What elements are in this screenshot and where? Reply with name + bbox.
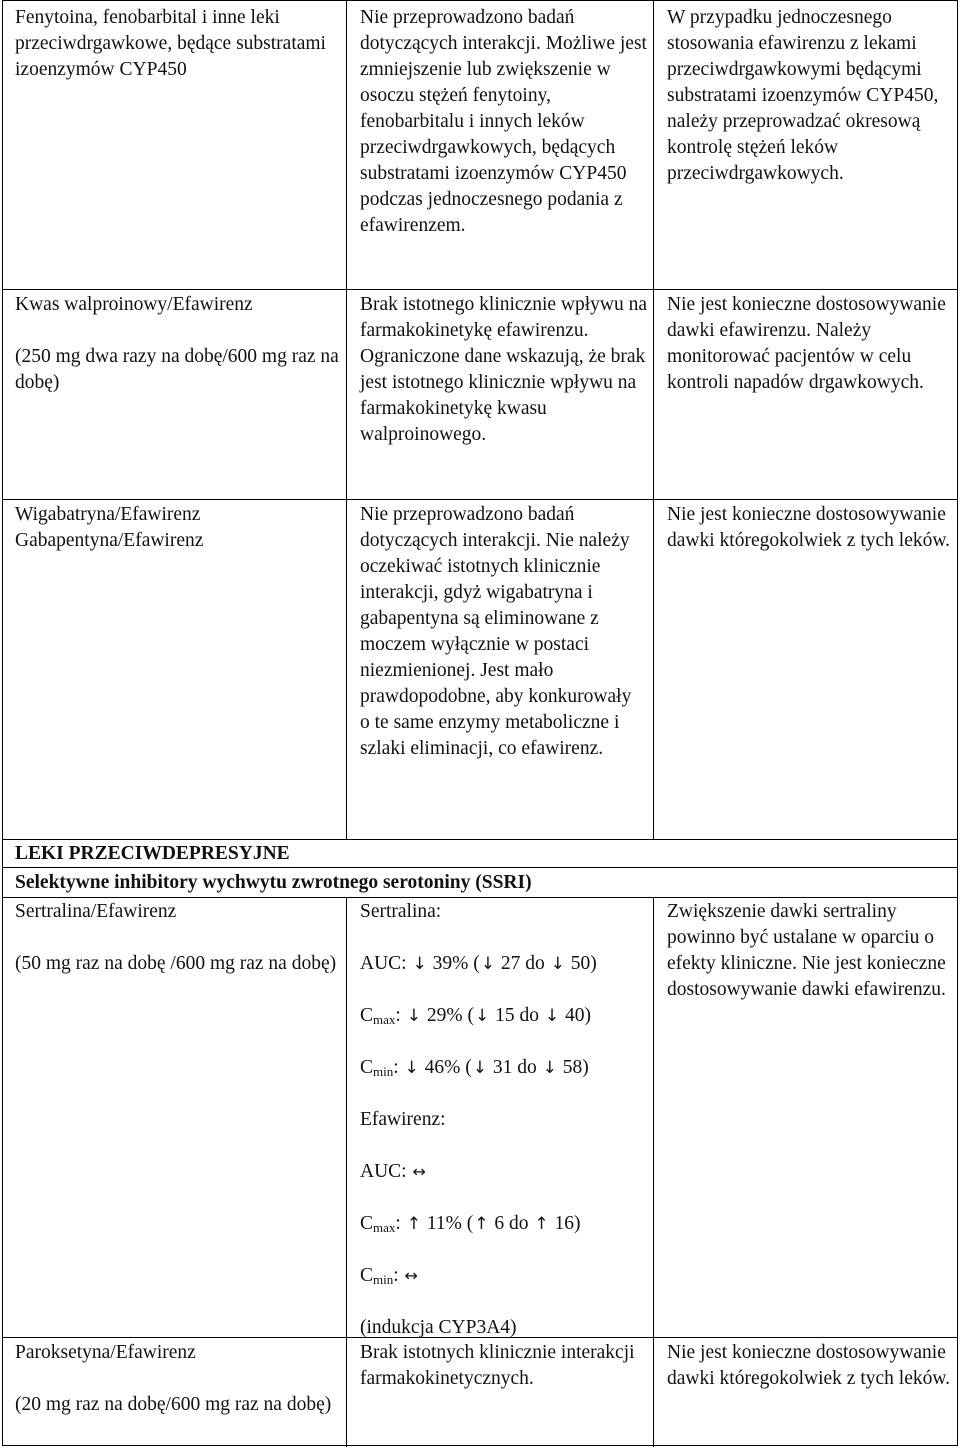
row3-effect: Nie przeprowadzono badań dotyczących interakcji. Nie należy oczekiwać istotnych klinicznie interakcji, gdyż wigabatryna i gabapentyna są eliminowane z moczem wyłącznie w postaci niezmienionej. Jest mało prawdopodobne, aby konkurowały o te same enzymy metaboliczne i szlaki eliminacji, co efawirenz.	[360, 504, 632, 759]
row1-recommendation: W przypadku jednoczesnego stosowania efawirenzu z lekami przeciwdrgawkowymi będącymi substratami izoenzymów CYP450, należy przeprowadzać okresową kontrolę stężeń leków przeciwdrgawkowych.	[667, 7, 939, 184]
efavirenz-cmin	[360, 1263, 650, 1289]
row2-recommendation-cell	[667, 292, 952, 396]
row3-effect-cell	[360, 502, 645, 762]
arrow-down-icon: ↓	[404, 1058, 419, 1078]
sertraline-effect-cell	[360, 899, 650, 1341]
cmin-low: 31 do	[492, 1057, 537, 1078]
sertraline-dose: (50 mg raz na dobę /600 mg raz na dobę)	[15, 953, 337, 974]
arrow-down-icon: ↓	[412, 954, 427, 974]
row-divider-2	[3, 499, 957, 500]
auc-label: AUC:	[360, 953, 407, 974]
column-divider-2	[653, 1, 654, 839]
arrow-down-icon: ↓	[550, 954, 565, 974]
arrow-both-icon: ↔	[404, 1266, 418, 1285]
sertraline-recommendation: Zwiększenie dawki sertraliny powinno być ustalane w oparciu o efekty kliniczne. Nie jest konieczne dostosowywanie dawki efawirenzu.	[667, 901, 946, 1000]
cmax-high: 40)	[564, 1005, 591, 1026]
row2-effect-1: Brak istotnego klinicznie wpływu na farmakokinetykę efawirenzu.	[360, 294, 648, 341]
arrow-both-icon: ↔	[412, 1162, 426, 1181]
cmin-value: 46% (	[424, 1057, 472, 1078]
sertraline-drug-cell	[15, 899, 345, 977]
row2-effect-2: Ograniczone dane wskazują, że brak jest istotnego klinicznie wpływu na farmakokinetykę kwasu walproinowego.	[360, 346, 646, 445]
cmin-high: 58)	[562, 1057, 589, 1078]
column-divider-1b	[346, 897, 347, 1447]
sertraline-cmax	[360, 1003, 650, 1029]
arrow-up-icon: ↑	[406, 1214, 421, 1234]
paroxetine-effect-cell	[360, 1340, 650, 1392]
paroxetine-drug-cell	[15, 1340, 345, 1418]
subsection-heading: Selektywne inhibitory wychwytu zwrotnego serotoniny (SSRI)	[15, 872, 532, 893]
row3-drug-cell	[15, 502, 345, 554]
ef-auc-label: AUC:	[360, 1161, 407, 1182]
row2-dose: (250 mg dwa razy na dobę/600 mg raz na dobę)	[15, 346, 339, 393]
ef-cmax-value: 11% (	[426, 1213, 474, 1234]
arrow-down-icon: ↓	[542, 1058, 557, 1078]
paroxetine-recommendation: Nie jest konieczne dostosowywanie dawki któregokolwiek z tych leków.	[667, 1342, 951, 1389]
cmax-label: $C_{max}$:	[360, 1005, 401, 1027]
sertraline-header: Sertralina:	[360, 901, 442, 922]
column-divider-1	[346, 1, 347, 839]
row3-drug-2: Gabapentyna/Efawirenz	[15, 530, 204, 551]
induction-note: (indukcja CYP3A4)	[360, 1317, 517, 1338]
arrow-down-icon: ↓	[544, 1006, 560, 1026]
row1-effect-cell	[360, 5, 650, 239]
arrow-down-icon: ↓	[406, 1006, 421, 1026]
sertraline-drug: Sertralina/Efawirenz	[15, 901, 177, 922]
efavirenz-auc	[360, 1159, 650, 1185]
row3-recommendation: Nie jest konieczne dostosowywanie dawki któregokolwiek z tych leków.	[667, 504, 951, 551]
paroxetine-recommendation-cell	[667, 1340, 952, 1392]
row2-drug-cell	[15, 292, 345, 396]
row-divider-3	[3, 839, 957, 840]
row1-effect: Nie przeprowadzono badań dotyczących interakcji. Możliwe jest zmniejszenie lub zwiększenie w osoczu stężeń fenytoiny, fenobarbitalu i innych leków przeciwdrgawkowych, będących substratami izoenzymów CYP450 podczas jednoczesnego podania z efawirenzem.	[360, 7, 647, 236]
arrow-up-icon: ↑	[474, 1214, 489, 1234]
paroxetine-dose: (20 mg raz na dobę/600 mg raz na dobę)	[15, 1394, 332, 1415]
row3-recommendation-cell	[667, 502, 952, 554]
ef-cmax-high: 16)	[554, 1213, 581, 1234]
row-divider-4	[3, 867, 957, 868]
row-divider-1	[3, 289, 957, 290]
row2-drug: Kwas walproinowy/Efawirenz	[15, 294, 253, 315]
section-heading: LEKI PRZECIWDEPRESYJNE	[15, 843, 290, 864]
sertraline-auc	[360, 951, 650, 977]
ef-cmax-label: $C_{max}$:	[360, 1213, 401, 1235]
arrow-down-icon: ↓	[474, 1006, 490, 1026]
row1-drug: Fenytoina, fenobarbital i inne leki przeciwdrgawkowe, będące substratami izoenzymów CYP450	[15, 7, 326, 80]
cmax-low: 15 do	[495, 1005, 539, 1026]
arrow-down-icon: ↓	[480, 954, 495, 974]
row3-drug-1: Wigabatryna/Efawirenz	[15, 504, 201, 525]
auc-low: 27 do	[500, 953, 545, 974]
column-divider-2b	[653, 897, 654, 1447]
efavirenz-header: Efawirenz:	[360, 1109, 446, 1130]
cmax-value: 29% (	[426, 1005, 474, 1026]
sertraline-recommendation-cell	[667, 899, 952, 1003]
arrow-down-icon: ↓	[472, 1058, 488, 1078]
row-divider-5	[3, 897, 957, 898]
ef-cmax-low: 6 do	[494, 1213, 529, 1234]
arrow-up-icon: ↑	[534, 1214, 549, 1234]
cmin-label: $C_{min}$:	[360, 1057, 399, 1079]
row1-drug-cell	[15, 5, 345, 83]
auc-high: 50)	[570, 953, 597, 974]
efavirenz-cmax	[360, 1211, 650, 1237]
sertraline-cmin	[360, 1055, 650, 1081]
row1-recommendation-cell	[667, 5, 952, 187]
paroxetine-drug: Paroksetyna/Efawirenz	[15, 1342, 196, 1363]
row2-recommendation: Nie jest konieczne dostosowywanie dawki efawirenzu. Należy monitorować pacjentów w celu kontroli napadów drgawkowych.	[667, 294, 946, 393]
paroxetine-effect: Brak istotnych klinicznie interakcji farmakokinetycznych.	[360, 1342, 635, 1389]
ef-cmin-label: $C_{min}$:	[360, 1265, 399, 1287]
interaction-table	[2, 0, 958, 1446]
row2-effect-cell	[360, 292, 650, 448]
auc-value: 39% (	[432, 953, 480, 974]
